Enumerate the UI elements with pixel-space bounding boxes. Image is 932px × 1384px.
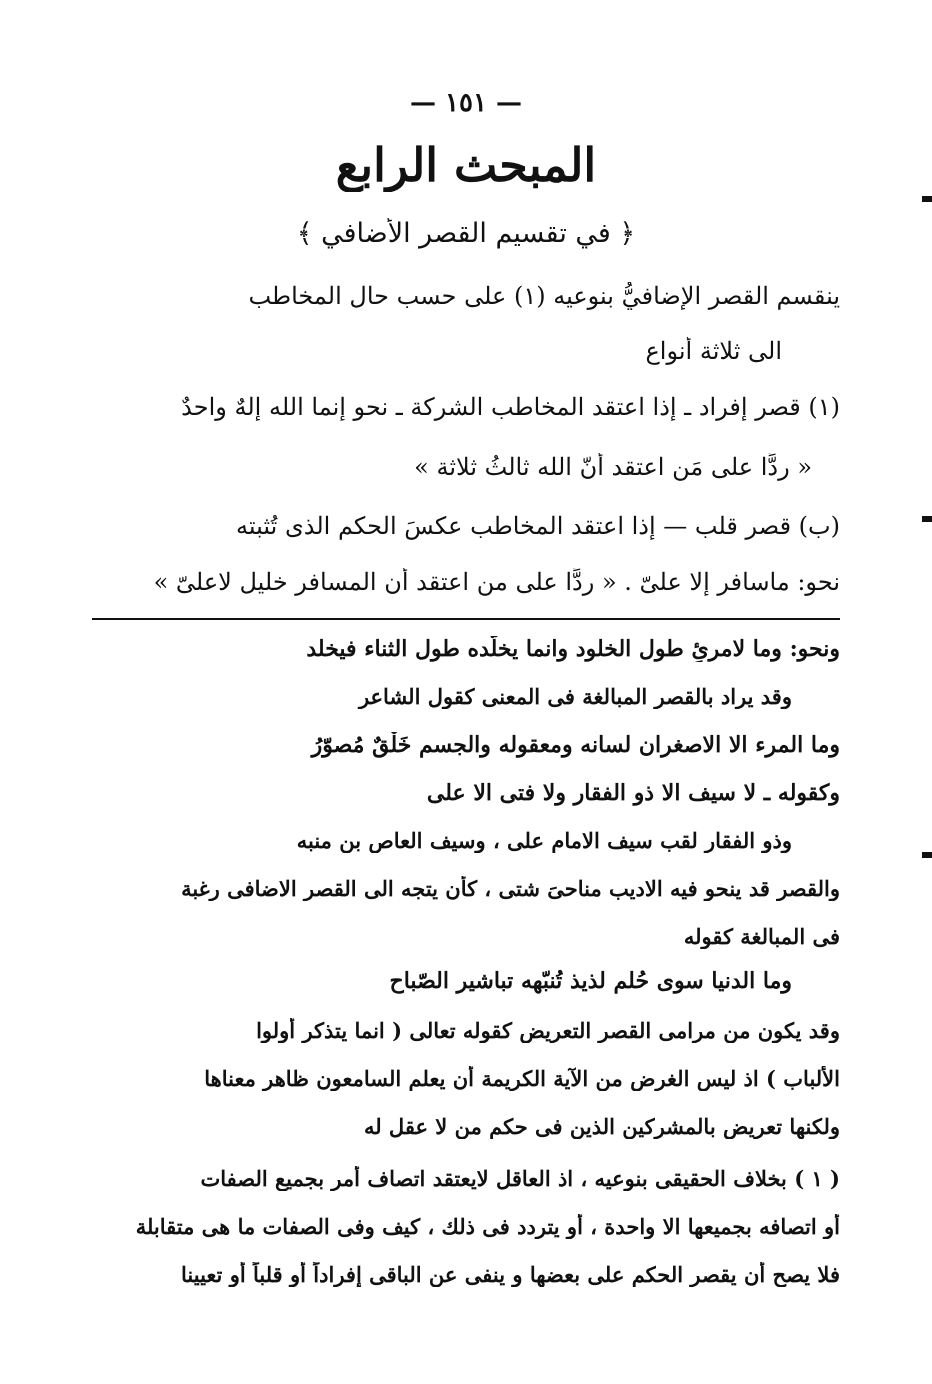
- footnote-line: ( ١ ) بخلاف الحقيقى بنوعيه ، اذ العاقل لايعتقد اتصاف أمر بجميع الصفات: [200, 1166, 840, 1191]
- body-line: « ردًّا على مَن اعتقد أنّ الله ثالثُ ثلاثة »: [414, 453, 812, 481]
- body-line: (١) قصر إفراد ـ إذا اعتقد المخاطب الشركة ـ نحو إنما الله إلهٌ واحدٌ: [181, 393, 840, 421]
- footnote-line: فى المبالغة كقوله: [683, 924, 840, 949]
- footnote-line: وقد يراد بالقصر المبالغة فى المعنى كقول الشاعر: [358, 684, 792, 709]
- body-line: نحو: ماسافر إلا علىّ . « ردًّا على من اعتقد أن المسافر خليل لاعلىّ »: [153, 568, 840, 596]
- section-title: المبحث الرابع: [335, 138, 597, 192]
- body-line: ينقسم القصر الإضافيُّ بنوعيه (١) على حسب حال المخاطب: [248, 282, 840, 310]
- section-subtitle: ﴿ في تقسيم القصر الأضافي ﴾: [296, 218, 636, 249]
- body-line: (ب) قصر قلب — إذا اعتقد المخاطب عكسَ الحكم الذى تُثبته: [236, 512, 840, 540]
- footnote-line: فلا يصح أن يقصر الحكم على بعضها و ينفى عن الباقى إفراداً أو قلباً أو تعيينا: [181, 1262, 840, 1287]
- footnote-line: ولكنها تعريض بالمشركين الذين فى حكم من لا عقل له: [363, 1114, 840, 1139]
- footnote-line: وقد يكون من مرامى القصر التعريض كقوله تعالى ( انما يتذكر أولوا: [256, 1018, 840, 1043]
- footnote-line: ونحو: وما لامرئٍ طول الخلود وانما يخلّده طول الثناء فيخلد: [306, 636, 840, 662]
- footnote-line: والقصر قد ينحو فيه الاديب مناحىَ شتى ، كأن يتجه الى القصر الاضافى رغبة: [181, 876, 840, 901]
- body-line: الى ثلاثة أنواع: [645, 337, 782, 365]
- footnote-line: وكقوله ـ لا سيف الا ذو الفقار ولا فتى الا على: [426, 780, 840, 806]
- scan-edge-mark: [922, 196, 932, 202]
- footnote-divider: [92, 618, 840, 620]
- footnote-line: وذو الفقار لقب سيف الامام على ، وسيف العاص بن منبه: [296, 828, 792, 853]
- footnote-line: وما المرء الا الاصغران لسانه ومعقوله والجسم خَلْقٌ مُصوّرُ: [311, 732, 840, 758]
- footnote-line: أو اتصافه بجميعها الا واحدة ، أو يتردد فى ذلك ، كيف وفى الصفات ما هى متقابلة: [135, 1214, 840, 1239]
- scan-edge-mark: [922, 852, 932, 858]
- page-number: — ١٥١ —: [409, 88, 523, 118]
- scan-edge-mark: [922, 516, 932, 522]
- footnote-line: الألباب ) اذ ليس الغرض من الآية الكريمة أن يعلم السامعون ظاهر معناها: [204, 1066, 840, 1091]
- footnote-line: وما الدنيا سوى حُلم لذيذ تُنبّهه تباشير الصّباح: [389, 968, 792, 994]
